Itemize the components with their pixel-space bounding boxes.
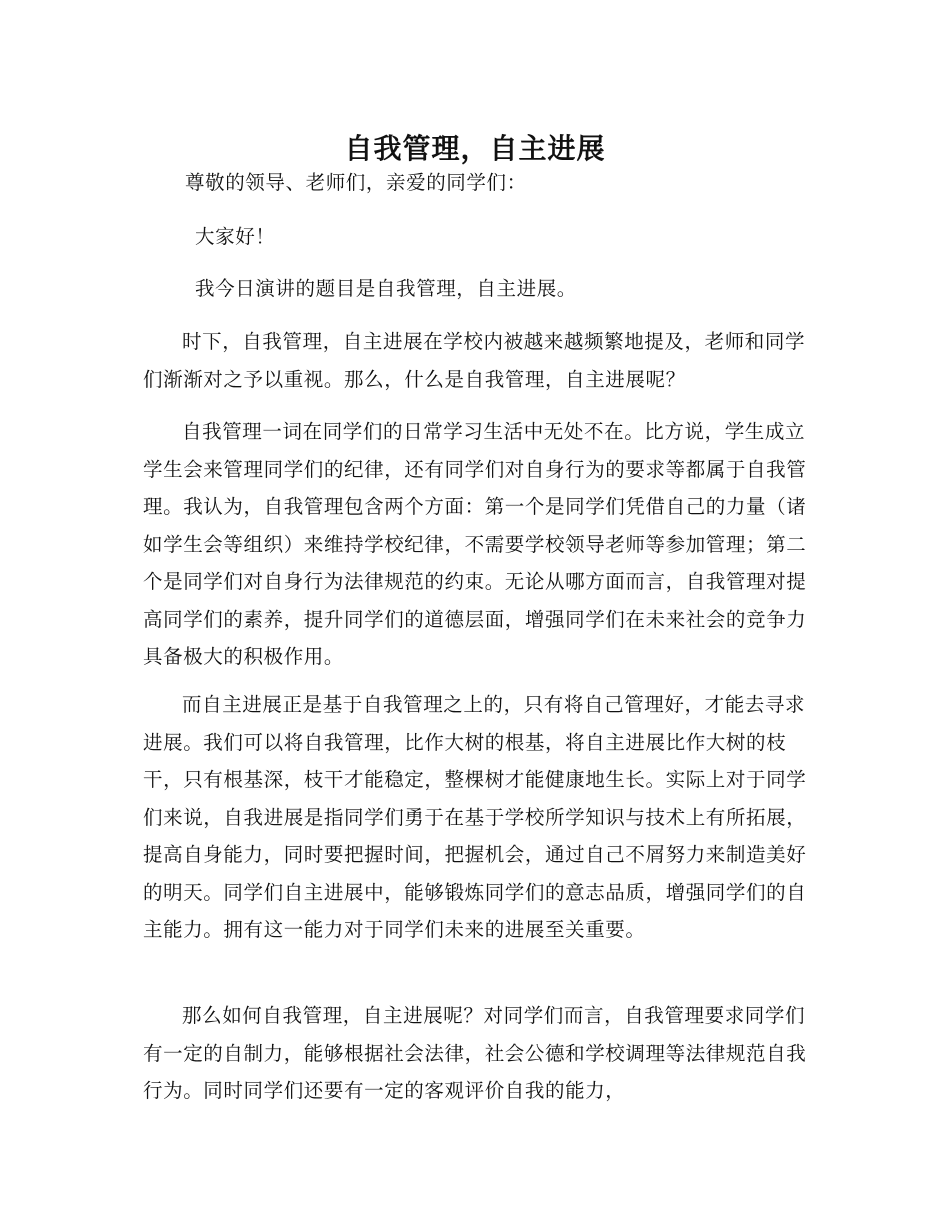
salutation: 尊敬的领导、老师们，亲爱的同学们：	[185, 171, 527, 194]
speech-topic: 我今日演讲的题目是自我管理，自主进展。	[195, 277, 577, 300]
paragraph-how-to: 那么如何自我管理，自主进展呢？对同学们而言，自我管理要求同学们有一定的自制力，能够根据社会法律，社会公德和学校调理等法律规范自我行为。同时同学们还要有一定的客观评价自我的能力，	[143, 1004, 807, 1102]
greeting: 大家好！	[195, 225, 276, 248]
paragraph-self-development: 而自主进展正是基于自我管理之上的，只有将自己管理好，才能去寻求进展。我们可以将自我管理，比作大树的根基，将自主进展比作大树的枝干，只有根基深，枝干才能稳定，整棵树才能健康地生长。实际上对于同学们来说，自我进展是指同学们勇于在基于学校所学知识与技术上有所拓展，提高自身能力，同时要把握时间，把握机会，通过自己不屑努力来制造美好的明天。同学们自主进展中，能够锻炼同学们的意志品质，增强同学们的自主能力。拥有这一能力对于同学们未来的进展至关重要。	[143, 693, 807, 941]
paragraph-intro: 时下，自我管理，自主进展在学校内被越来越频繁地提及，老师和同学们渐渐对之予以重视。那么，什么是自我管理，自主进展呢？	[143, 330, 806, 391]
paragraph-self-management: 自我管理一词在同学们的日常学习生活中无处不在。比方说，学生成立学生会来管理同学们的纪律，还有同学们对自身行为的要求等都属于自我管理。我认为，自我管理包含两个方面：第一个是同学们凭借自己的力量（诸如学生会等组织）来维持学校纪律，不需要学校领导老师等参加管理；第二个是同学们对自身行为法律规范的约束。无论从哪方面而言，自我管理对提高同学们的素养，提升同学们的道德层面，增强同学们在未来社会的竞争力具备极大的积极作用。	[143, 420, 807, 668]
document-title: 自我管理，自主进展	[344, 131, 606, 165]
